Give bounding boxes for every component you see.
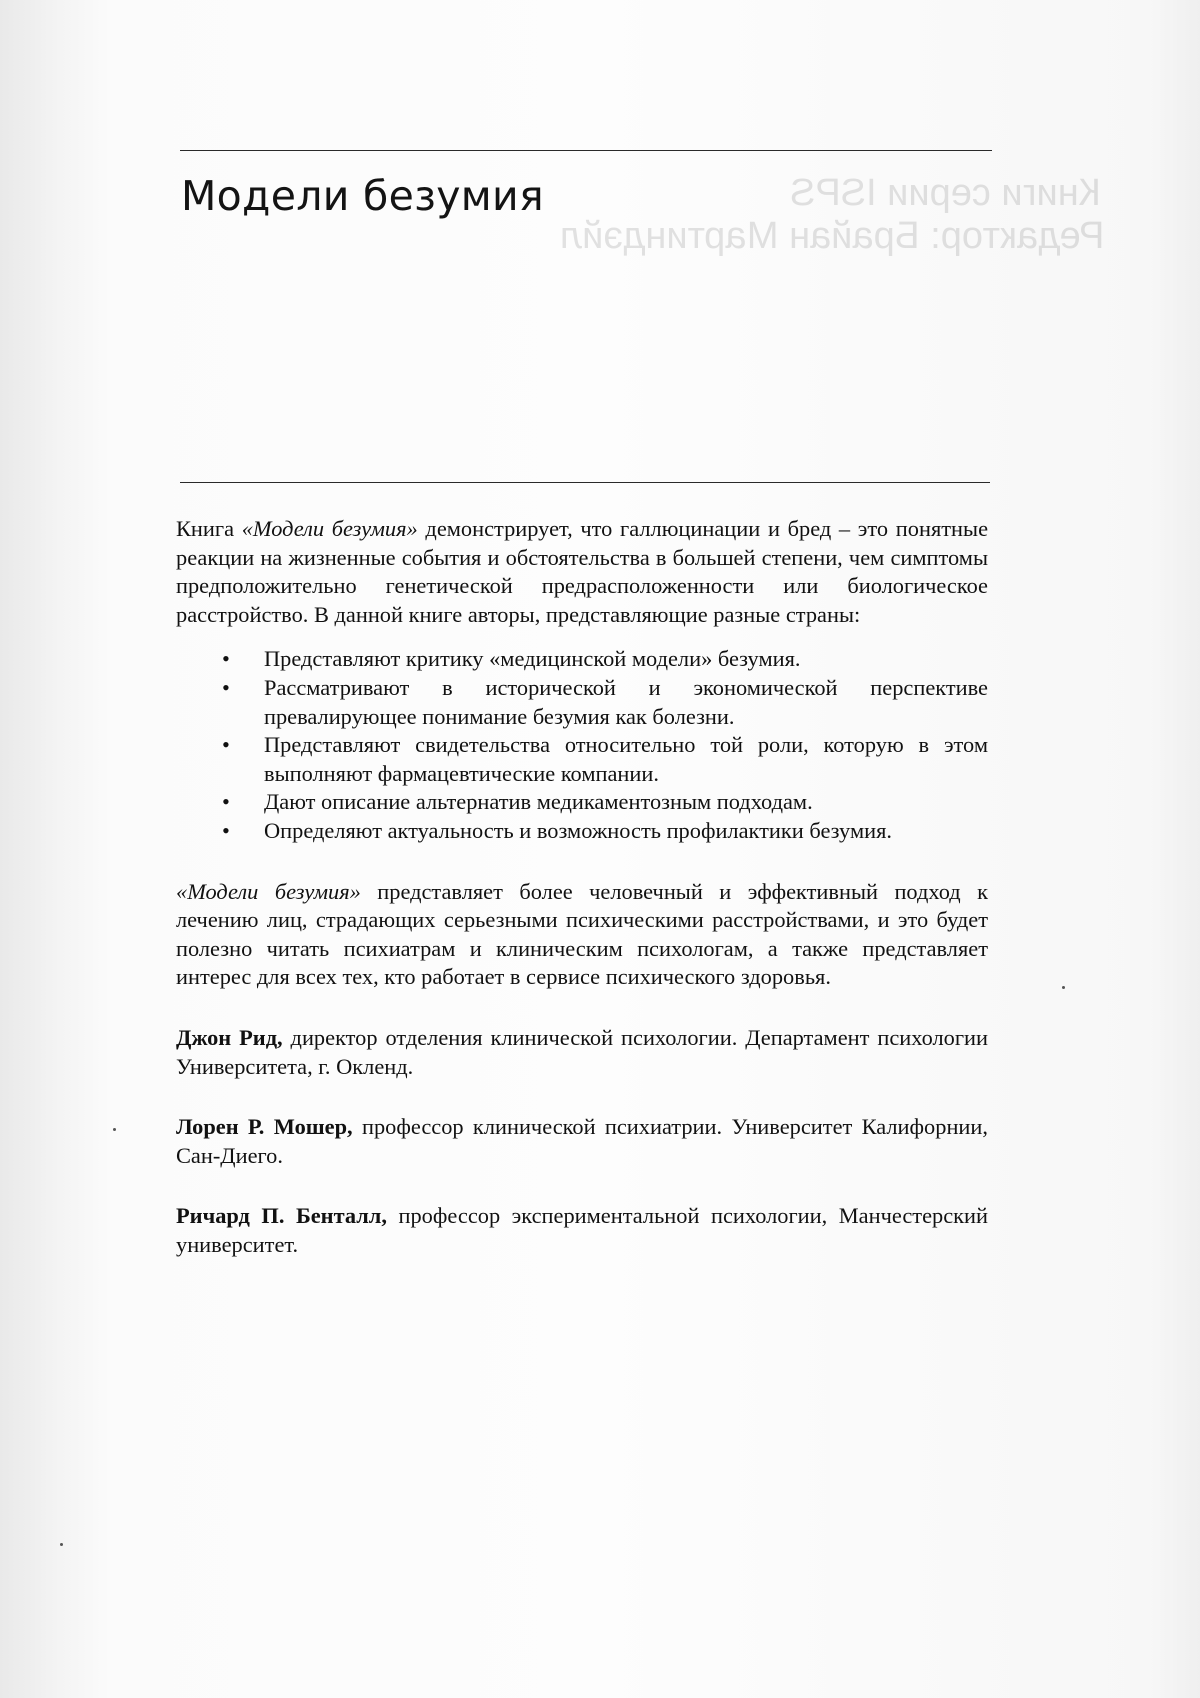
feature-list (176, 645, 988, 845)
top-rule (180, 150, 992, 151)
annotation-text (176, 515, 988, 1259)
list-item (222, 817, 988, 846)
bullet-icon: • (222, 674, 230, 700)
reviewer-2 (176, 1113, 988, 1170)
reviewer-3 (176, 1202, 988, 1259)
summary-book-title: «Модели безумия» (176, 878, 361, 904)
show-through-line-2: Редактор: Брайан Мартиндэйл (560, 215, 1105, 257)
list-item-text: Представляют свидетельства относительно той роли, которую в этом выполняют фармацевтические компании. (264, 732, 988, 786)
middle-rule (180, 482, 990, 483)
reviewer-role: директор отделения клинической психологии. Департамент психологии Университета, г. Окленд. (176, 1024, 988, 1079)
reviewer-1 (176, 1024, 988, 1081)
scan-speck (113, 1128, 116, 1131)
reviewer-role: профессор экспериментальной психологии, Манчестерский университет. (176, 1203, 988, 1257)
list-item (222, 645, 988, 674)
intro-paragraph (176, 515, 988, 629)
list-item (222, 674, 988, 731)
page-title: Модели безумия (181, 172, 544, 220)
bullet-icon: • (222, 732, 230, 758)
list-item-text: Определяют актуальность и возможность профилактики безумия. (264, 817, 892, 843)
bullet-icon: • (222, 646, 230, 672)
list-item (222, 731, 988, 788)
list-item-text: Дают описание альтернатив медикаментозным подходам. (264, 789, 813, 815)
bullet-icon: • (222, 817, 230, 843)
intro-book-title: «Модели безумия» (241, 516, 418, 541)
reviewer-name: Джон Рид, (176, 1024, 283, 1050)
reviewer-role: профессор клинической психиатрии. Университет Калифорнии, Сан-Диего. (176, 1114, 988, 1168)
bullet-icon: • (222, 789, 230, 815)
summary-paragraph (176, 878, 988, 992)
intro-lead: Книга (176, 516, 242, 541)
list-item-text: Рассматривают в исторической и экономической перспективе превалирующее понимание безумия как болезни. (264, 674, 988, 729)
list-item-text: Представляют критику «медицинской модели» безумия. (264, 646, 801, 672)
scan-speck (1062, 986, 1065, 989)
reviewer-name: Лорен Р. Мошер, (176, 1114, 353, 1140)
reviewer-name: Ричард П. Бенталл, (176, 1203, 387, 1229)
intro-rest: демонстрирует, что галлюцинации и бред – это понятные реакции на жизненные события и обстоятельства в большей степени, чем симптомы предположительно генетической предрасположенности или биологическое расстройство. В данной книге авторы, представляющие разные страны: (176, 516, 989, 627)
show-through-line-1: Книги серии ISPS (790, 172, 1101, 214)
summary-rest: представляет более человечный и эффективный подход к лечению лиц, страдающих серьезными психическими расстройствами, и это будет полезно читать психиатрам и клиническим психологам, а также представляет интерес для всех тех, кто работает в сервисе психического здоровья. (176, 878, 988, 990)
list-item (222, 788, 988, 817)
scan-speck (60, 1543, 63, 1546)
